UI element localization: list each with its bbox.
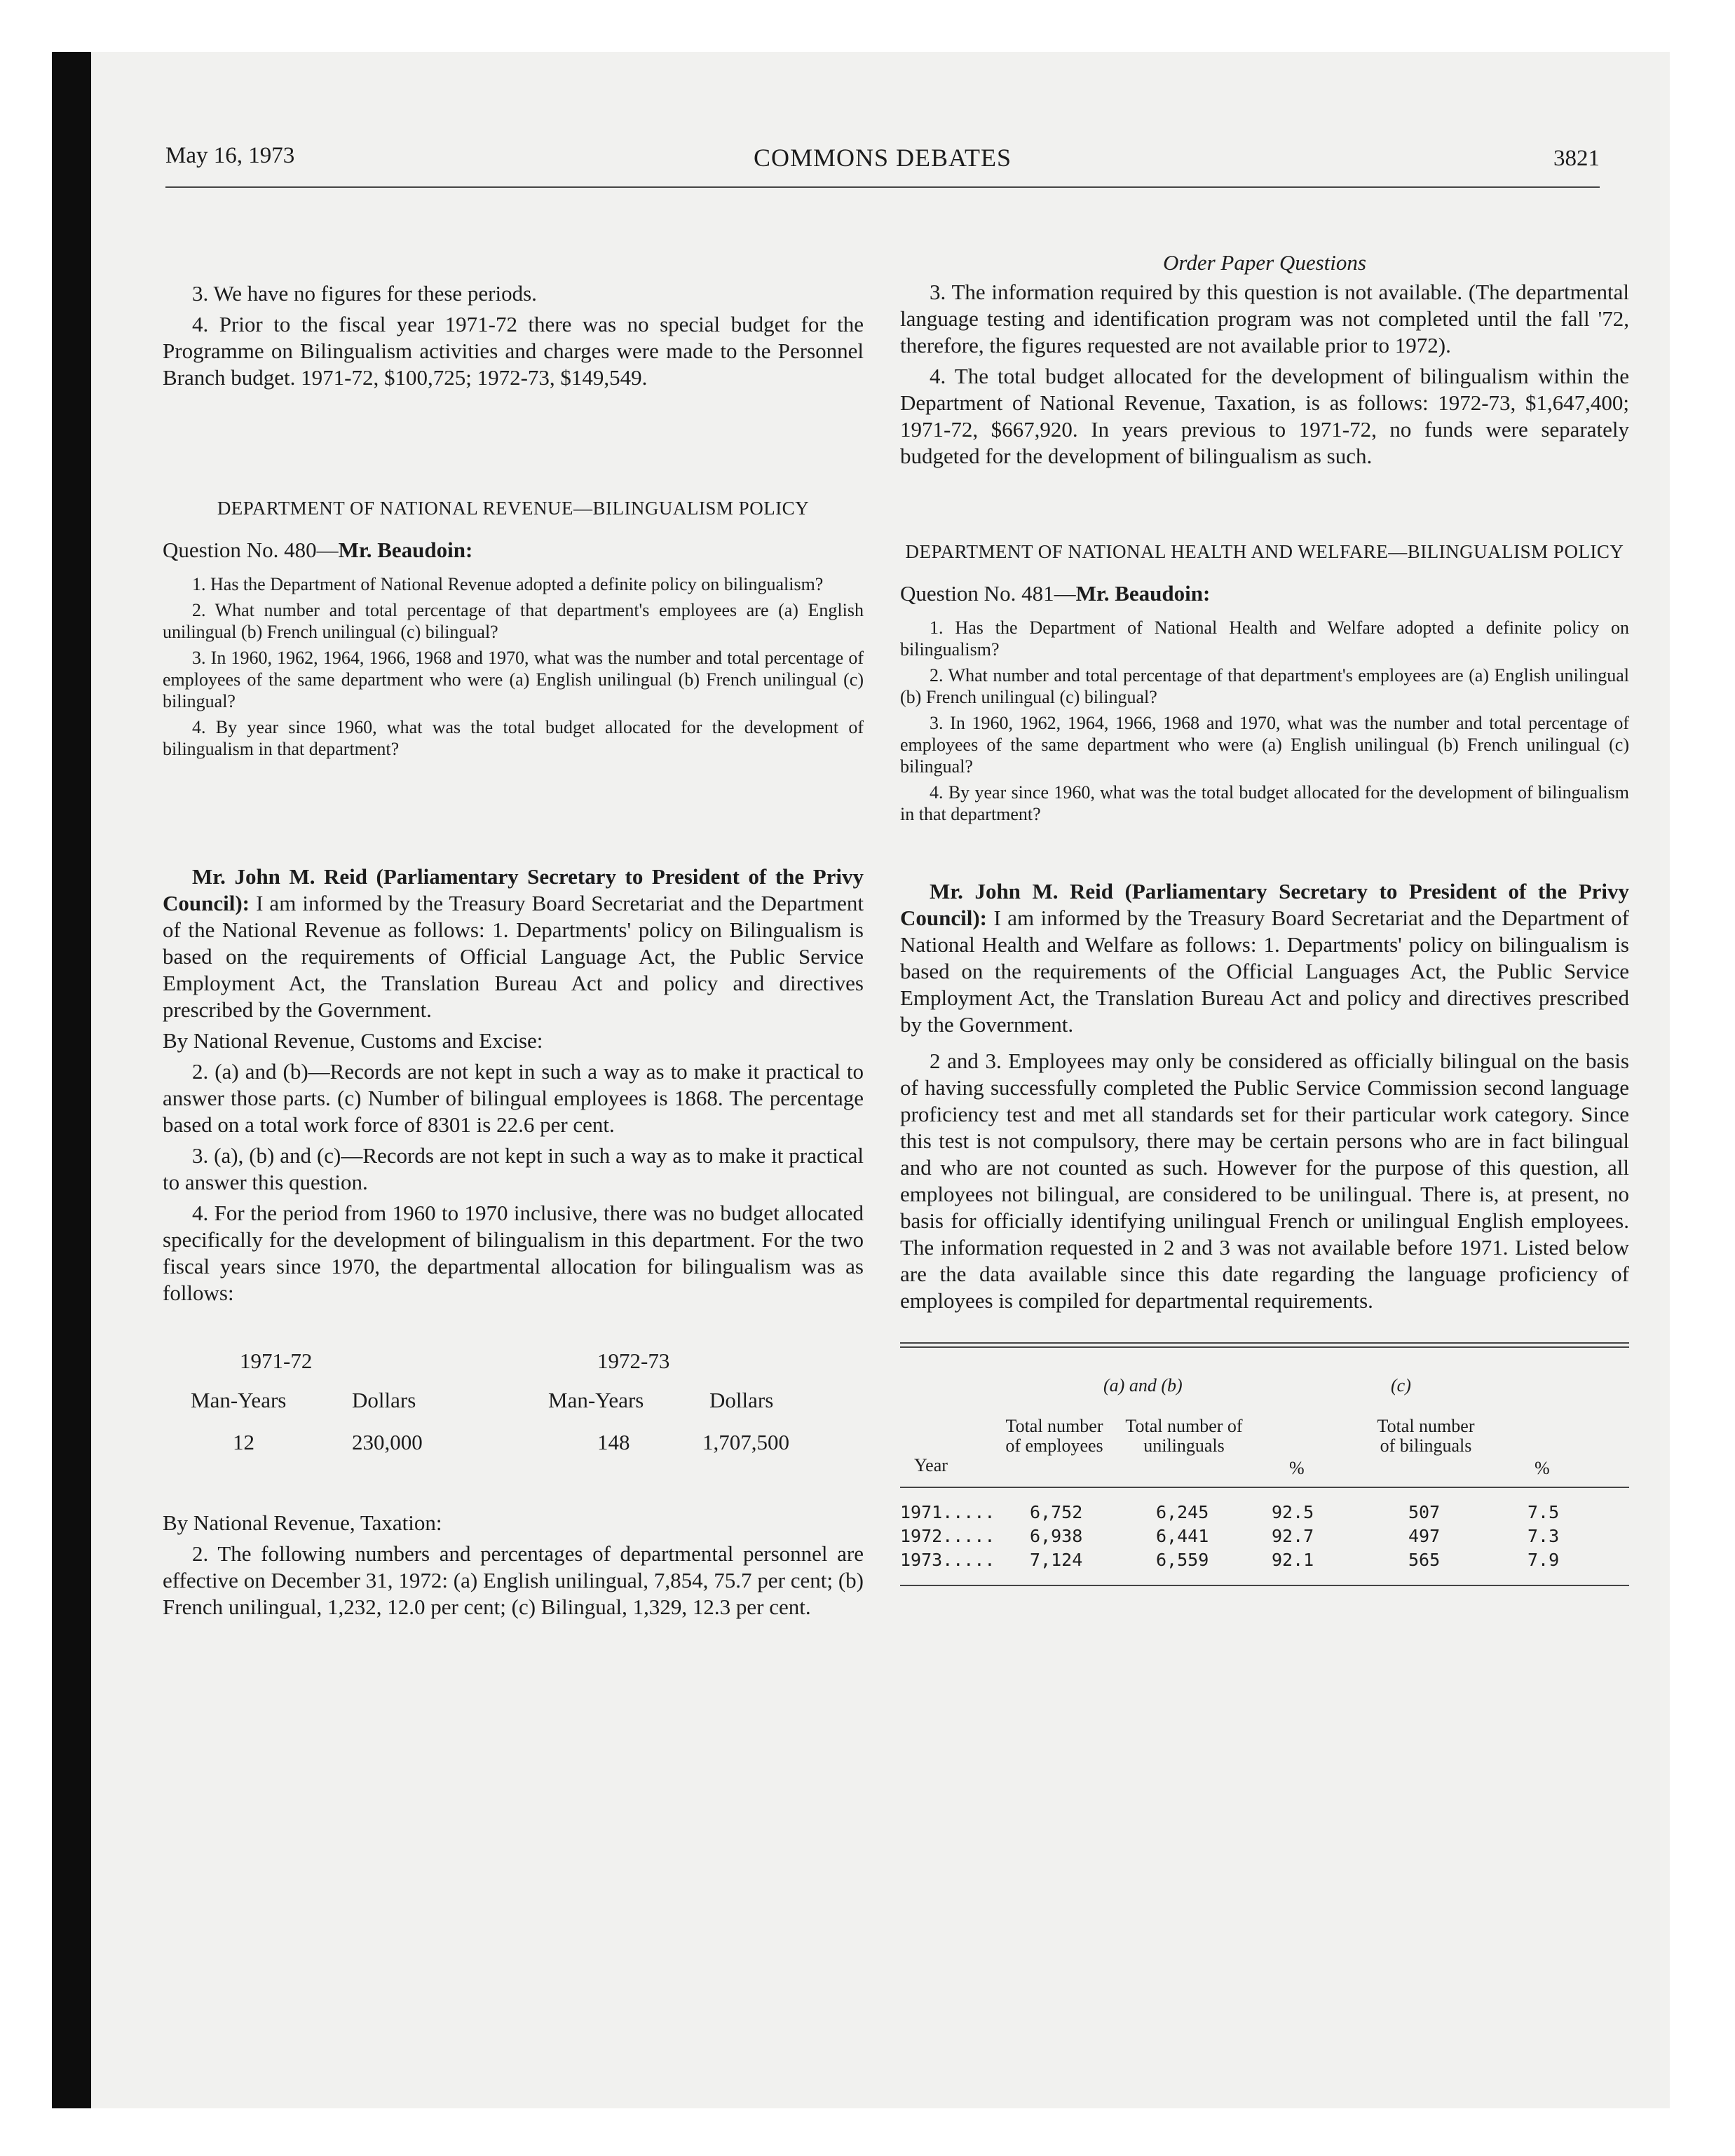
- question-item: 1. Has the Department of National Health and Welfare adopted a definite policy on bilingualism?: [900, 618, 1629, 660]
- question-asker: Mr. Beaudoin:: [338, 538, 473, 562]
- right-paragraph-2-and-3: 2 and 3. Employees may only be considered as officially bilingual on the basis of having successfully completed the Public Service Commission second language proficiency test and met all standards set for their particular work category. Since this test is not compulsory, there may be certain persons who are in fact bilingual and who are not counted as such. However for the purpose of this question, all employees not bilingual, are considered to be unilingual. There is, at present, no basis for officially identifying unilingual French or unilingual English employees. The information requested in 2 and 3 was not available before 1971. Listed below are the data available since this date regarding the language proficiency of employees is compiled for departmental requirements.: [900, 1049, 1629, 1313]
- section-heading-health-welfare: DEPARTMENT OF NATIONAL HEALTH AND WELFARE—BILINGUALISM POLICY: [905, 541, 1624, 562]
- allocation-year-1: 1971-72: [240, 1349, 313, 1373]
- row-1972-unilinguals: 6,441: [1156, 1526, 1209, 1546]
- row-1973-bilinguals: 565: [1408, 1550, 1441, 1570]
- allocation-year-2: 1972-73: [597, 1349, 670, 1373]
- right-paragraph-4: 4. The total budget allocated for the development of bilingualism within the Department of National Revenue, Taxation, is as follows: 1972-73, $1,647,400; 1971-72, $667,920. In years previous to 1971-72, no funds were separately budgeted for the development of bilingualism as such.: [900, 364, 1629, 468]
- row-1972-total: 6,938: [1030, 1526, 1083, 1546]
- scanned-page: [52, 52, 1670, 2108]
- allocation-header-manyears-2: Man-Years: [548, 1388, 644, 1412]
- row-1972-percent-2: 7.3: [1528, 1526, 1560, 1546]
- right-column: [900, 207, 1629, 1595]
- answer-speaker: Mr. John M. Reid (Parliamentary Secretary to President of the Privy Council):: [900, 879, 1629, 930]
- question-item: 4. By year since 1960, what was the total budget allocated for the development of bilingualism in that department?: [163, 717, 864, 759]
- table-top-rule: [900, 1346, 1629, 1348]
- table-header-rule: [900, 1487, 1629, 1488]
- taxation-answer-2: 2. The following numbers and percentages of departmental personnel are effective on December 31, 1972: (a) English unilingual, 7,854, 75.7 per cent; (b) French unilingual, 1,232, 12.0 per cent; (c) Bilingual, 1,329, 12.3 per cent.: [163, 1541, 864, 1619]
- taxation-subheading: By National Revenue, Taxation:: [163, 1510, 442, 1535]
- row-1973-unilinguals: 6,559: [1156, 1550, 1209, 1570]
- column-header-year: Year: [914, 1455, 948, 1475]
- allocation-table: [163, 1349, 864, 1489]
- allocation-dollars-2: 1,707,500: [702, 1430, 789, 1454]
- allocation-manyears-1: 12: [233, 1430, 254, 1454]
- header-page-number: 3821: [1553, 146, 1600, 171]
- question-item: 3. In 1960, 1962, 1964, 1966, 1968 and 1970, what was the number and total percentage of employees of the same department who were (a) English unilingual (b) French unilingual (c) bilingual?: [900, 713, 1629, 777]
- binding-edge: [52, 52, 91, 2108]
- allocation-dollars-1: 230,000: [352, 1430, 423, 1454]
- question-item: 3. In 1960, 1962, 1964, 1966, 1968 and 1970, what was the number and total percentage of employees of the same department who were (a) English unilingual (b) French unilingual (c) bilingual?: [163, 648, 864, 711]
- question-481: [900, 580, 1629, 607]
- question-item: 1. Has the Department of National Revenue adopted a definite policy on bilingualism?: [192, 574, 824, 594]
- allocation-manyears-2: 148: [597, 1430, 630, 1454]
- row-1973-year: 1973.....: [900, 1550, 995, 1570]
- row-1973-percent-2: 7.9: [1528, 1550, 1560, 1570]
- table-top-rule: [900, 1342, 1629, 1344]
- answer-paragraph: [900, 878, 1629, 1038]
- row-1971-percent-2: 7.5: [1528, 1502, 1560, 1522]
- customs-answer-2: 2. (a) and (b)—Records are not kept in such a way as to make it practical to answer those parts. (c) Number of bilingual employees is 1868. The percentage based on a total work force of 8301 is 22.6 per cent.: [163, 1059, 864, 1137]
- answer-paragraph: [163, 864, 864, 1023]
- answer-text: I am informed by the Treasury Board Secretariat and the Department of the National Revenue as follows: 1. Departments' policy on Bilingualism is based on the requirements of Official Language Act, the Public Service Employment Act, the Translation Bureau Act and policy and directives prescribed by the Government.: [163, 891, 864, 1022]
- question-item: 2. What number and total percentage of that department's employees are (a) English unilingual (b) French unilingual (c) bilingual?: [163, 600, 864, 642]
- question-item: 2. What number and total percentage of that department's employees are (a) English unilingual (b) French unilingual (c) bilingual?: [900, 665, 1629, 707]
- right-paragraph-3: 3. The information required by this question is not available. (The departmental language testing and identification program was not completed until the fall '72, therefore, the figures requested are not available prior to 1972).: [900, 280, 1629, 357]
- header-title: COMMONS DEBATES: [753, 144, 1012, 172]
- customs-answer-3: 3. (a), (b) and (c)—Records are not kept in such a way as to make it practical to answer this question.: [163, 1143, 864, 1194]
- customs-answer-4: 4. For the period from 1960 to 1970 inclusive, there was no budget allocated specifically for the development of bilingualism in this department. For the two fiscal years since 1970, the departmental allocation for bilingualism was as follows:: [163, 1201, 864, 1305]
- row-1971-bilinguals: 507: [1408, 1502, 1441, 1522]
- allocation-header-dollars-1: Dollars: [352, 1388, 416, 1412]
- row-1971-year: 1971.....: [900, 1502, 995, 1522]
- left-paragraph-3: 3. We have no figures for these periods.: [192, 281, 537, 306]
- group-header-c: (c): [1391, 1375, 1411, 1396]
- customs-subheading: By National Revenue, Customs and Excise:: [163, 1028, 543, 1053]
- row-1971-percent-1: 92.5: [1272, 1502, 1314, 1522]
- row-1972-percent-1: 92.7: [1272, 1526, 1314, 1546]
- row-1971-total: 6,752: [1030, 1502, 1083, 1522]
- language-proficiency-table: [900, 1342, 1629, 1595]
- question-asker: Mr. Beaudoin:: [1075, 581, 1211, 606]
- allocation-header-manyears-1: Man-Years: [191, 1388, 287, 1412]
- table-bottom-rule: [900, 1585, 1629, 1586]
- question-number: Question No. 480—: [163, 538, 339, 562]
- column-header-unilinguals: Total number of unilinguals: [1125, 1416, 1243, 1456]
- column-header-percent-1: %: [1289, 1458, 1305, 1478]
- column-header-bilinguals: Total number of bilinguals: [1377, 1416, 1475, 1456]
- section-heading-national-revenue: DEPARTMENT OF NATIONAL REVENUE—BILINGUALISM POLICY: [217, 498, 810, 519]
- answer-text: I am informed by the Treasury Board Secretariat and the Department of National Health and Welfare as follows: 1. Departments' policy on bilingualism is based on the requirements of the Official Languages Act, the Public Service Employment Act, the Translation Bureau Act and policy and directives prescribed by the Government.: [900, 906, 1630, 1037]
- column-header-total-employees: Total number of employees: [1005, 1416, 1103, 1456]
- allocation-header-dollars-2: Dollars: [709, 1388, 774, 1412]
- row-1973-total: 7,124: [1030, 1550, 1083, 1570]
- group-header-a-b: (a) and (b): [1103, 1375, 1183, 1396]
- running-head: Order Paper Questions: [1163, 250, 1366, 275]
- left-column: [163, 207, 864, 1625]
- row-1973-percent-1: 92.1: [1272, 1550, 1314, 1570]
- column-header-percent-2: %: [1535, 1458, 1550, 1478]
- question-number: Question No. 481—: [900, 581, 1076, 606]
- row-1972-bilinguals: 497: [1408, 1526, 1441, 1546]
- answer-speaker: Mr. John M. Reid (Parliamentary Secretary to President of the Privy Council):: [163, 864, 864, 915]
- header-date: May 16, 1973: [165, 143, 295, 168]
- row-1971-unilinguals: 6,245: [1156, 1502, 1209, 1522]
- question-480: [163, 537, 864, 564]
- left-paragraph-4: 4. Prior to the fiscal year 1971-72 there was no special budget for the Programme on Bilingualism activities and charges were made to the Personnel Branch budget. 1971-72, $100,725; 1972-73, $149,549.: [163, 312, 864, 390]
- row-1972-year: 1972.....: [900, 1526, 995, 1546]
- question-item: 4. By year since 1960, what was the total budget allocated for the development of bilingualism in that department?: [900, 782, 1629, 824]
- page-header: [165, 143, 1600, 188]
